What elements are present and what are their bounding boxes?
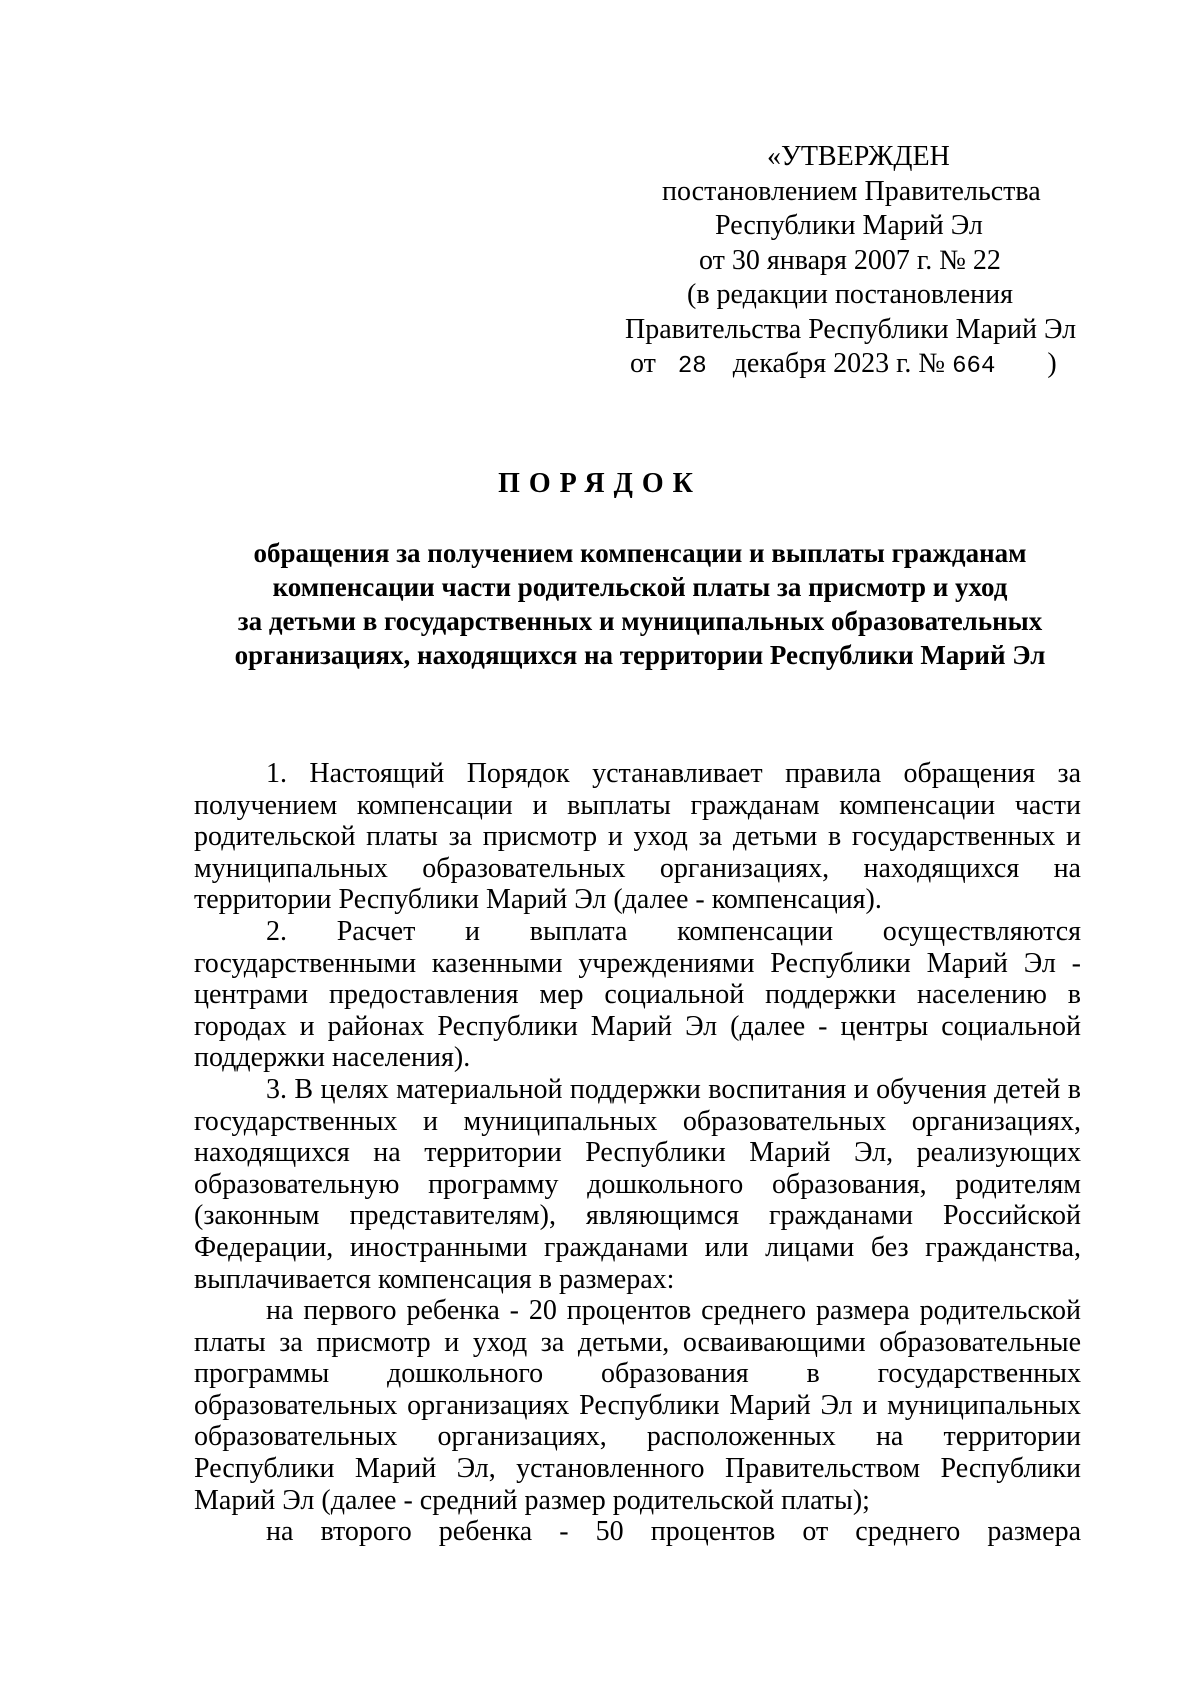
date-prefix: от bbox=[630, 348, 656, 379]
approval-line: постановлением Правительства bbox=[662, 175, 1041, 207]
approval-line: от 30 января 2007 г. № 22 bbox=[699, 244, 1001, 276]
approval-line: Республики Марий Эл bbox=[715, 210, 983, 241]
subtitle-line: за детьми в государственных и муниципальных образовательных bbox=[237, 606, 1043, 636]
approval-line: «УТВЕРЖДЕН bbox=[767, 141, 950, 172]
paragraph-3: 3. В целях материальной поддержки воспитания и обучения детей в государственных и муниципальных образовательных организациях, находящихся на территории Республики Марий Эл, реализующих образовательную программу дошкольного образования, родителям (законным представителям), являющимся гражданами Российской Федерации, иностранными гражданами или лицами без гражданства, выплачивается компенсация в размерах: bbox=[194, 1073, 1081, 1295]
paragraph-first-child: на первого ребенка - 20 процентов среднего размера родительской платы за присмотр и уход за детьми, осваивающими образовательные программы дошкольного образования в государственных образовательных организациях Республики Марий Эл и муниципальных образовательных организациях, расположенных на территории Республики Марий Эл, установленного Правительством Республики Марий Эл (далее - средний размер родительской платы); bbox=[194, 1295, 1081, 1516]
approval-line: Правительства Республики Марий Эл bbox=[625, 313, 1077, 345]
subtitle-line: компенсации части родительской платы за присмотр и уход bbox=[272, 572, 1008, 602]
document-subtitle bbox=[180, 536, 1100, 672]
approval-line: (в редакции постановления bbox=[687, 279, 1014, 310]
document-title: ПОРЯДОК bbox=[498, 468, 702, 499]
paragraph-1: 1. Настоящий Порядок устанавливает правила обращения за получением компенсации и выплаты гражданам компенсации части родительской платы за присмотр и уход за детьми в государственных и муниципальных образовательных организациях, находящихся на территории Республики Марий Эл (далее - компенсация). bbox=[194, 758, 1081, 916]
paragraph-2: 2. Расчет и выплата компенсации осуществляются государственными казенными учреждениями Республики Марий Эл - центрами предоставления мер социальной поддержки населению в городах и районах Республики Марий Эл (далее - центры социальной поддержки населения). bbox=[194, 915, 1081, 1074]
approval-stamp bbox=[600, 140, 1120, 385]
document-number: 664 bbox=[952, 353, 996, 380]
date-middle: декабря 2023 г. № bbox=[732, 348, 946, 379]
subtitle-line: обращения за получением компенсации и выплаты гражданам bbox=[253, 538, 1027, 568]
approval-date-line bbox=[600, 347, 1120, 385]
date-suffix: ) bbox=[1047, 348, 1057, 379]
document-body bbox=[194, 758, 1081, 1548]
paragraph-second-child: на второго ребенка - 50 процентов от среднего размера bbox=[266, 1516, 1081, 1548]
date-day: 28 bbox=[677, 353, 707, 380]
subtitle-line: организациях, находящихся на территории Республики Марий Эл bbox=[234, 640, 1046, 670]
